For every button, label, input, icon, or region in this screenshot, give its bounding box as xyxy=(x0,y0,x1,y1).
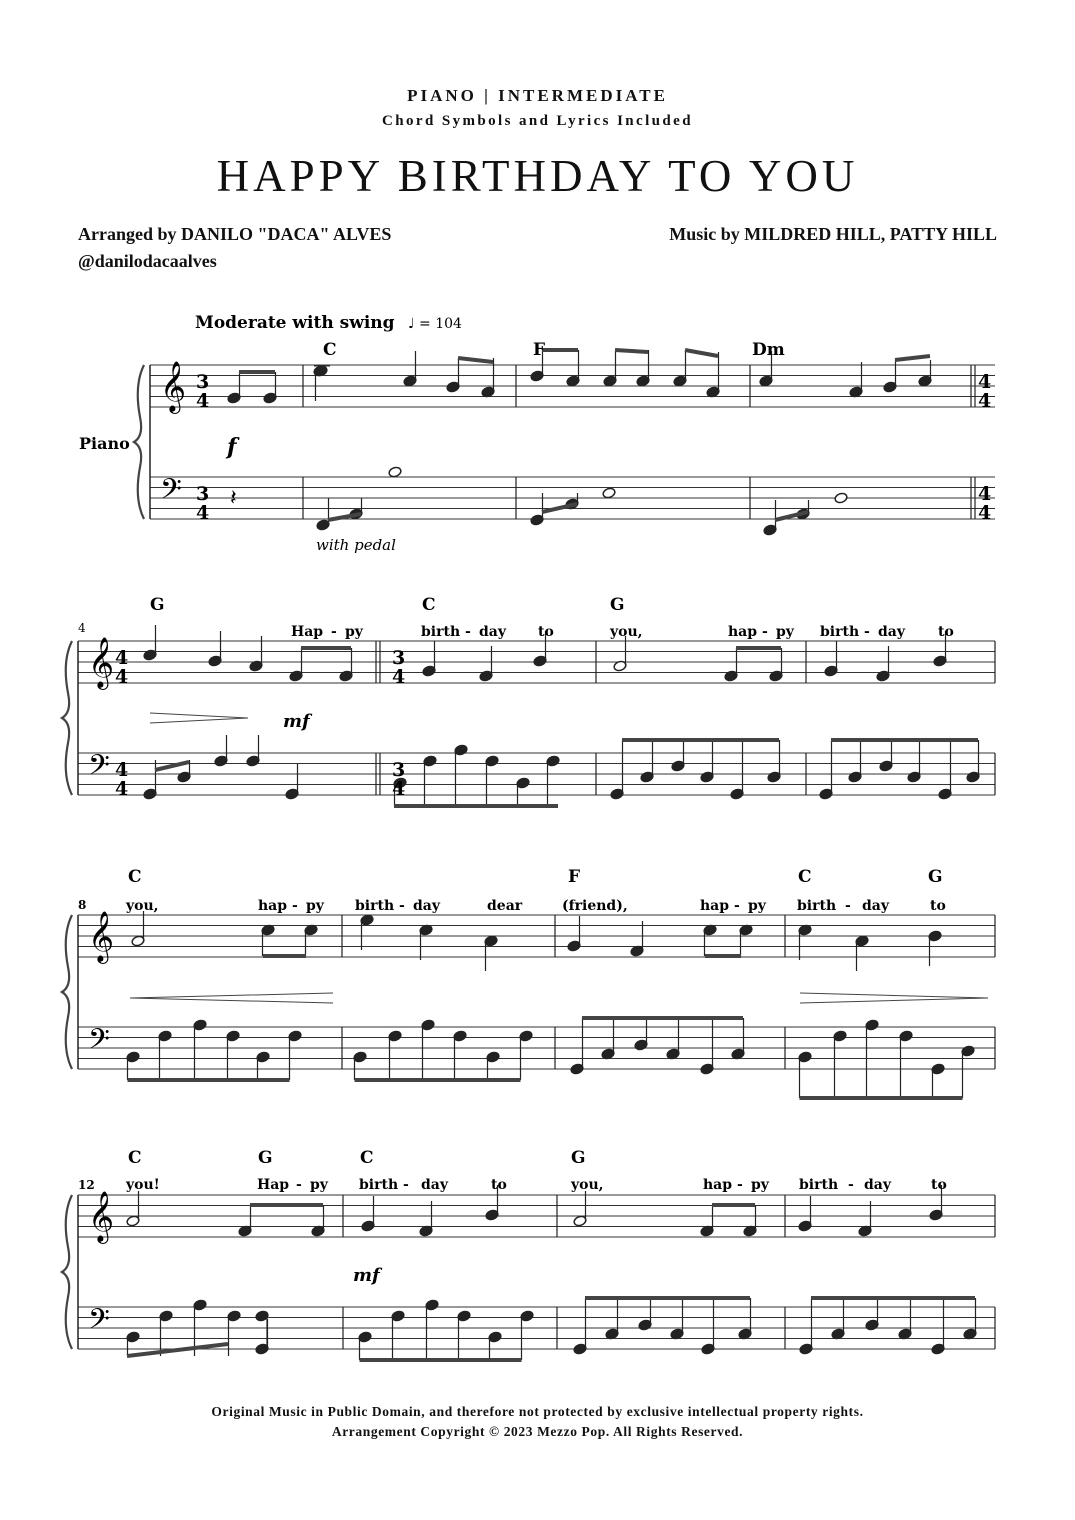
lyric-syllable: birth xyxy=(359,1177,399,1193)
timesig-s2-treble-bottom: 4 xyxy=(115,666,129,688)
treble-clef-icon: 𝄞 xyxy=(88,1191,115,1242)
timesig-bass-top: 3 xyxy=(196,483,210,505)
lyric-syllable: birth xyxy=(797,898,837,914)
brace xyxy=(62,915,72,1069)
chord-symbol: C xyxy=(422,595,436,615)
lyric-syllable: Hap xyxy=(257,1177,290,1193)
lyric-syllable: py xyxy=(345,624,363,640)
lyric-syllable: birth xyxy=(355,898,395,914)
beam xyxy=(127,1344,228,1356)
bass-clef-icon: 𝄢 xyxy=(88,1023,110,1063)
bass-clef-icon: 𝄢 xyxy=(88,1303,110,1343)
instrument-label: Piano xyxy=(79,434,130,453)
note-head xyxy=(834,492,848,504)
dynamic-mezzoforte: mf xyxy=(283,711,310,732)
lyric-syllable: to xyxy=(538,624,554,640)
timesig-treble-bottom: 4 xyxy=(196,390,210,412)
chord-symbol: G xyxy=(150,595,165,615)
lyric-syllable: you, xyxy=(571,1177,604,1193)
lyric-syllable: day xyxy=(421,1177,448,1193)
lyric-syllable: you, xyxy=(126,898,159,914)
timesig-s2-treble-top: 4 xyxy=(115,647,129,669)
beam xyxy=(615,350,648,352)
note-head xyxy=(388,466,402,478)
lyric-syllable: py xyxy=(310,1177,328,1193)
bass-clef-icon: 𝄢 xyxy=(88,749,110,789)
lyric-syllable: to xyxy=(931,1177,947,1193)
decrescendo-hairpin xyxy=(800,993,988,1003)
lyric-syllable: - xyxy=(864,624,870,640)
lyric-syllable: day xyxy=(862,898,889,914)
lyric-syllable: - xyxy=(845,898,851,914)
timesig-s2-bass-bottom: 4 xyxy=(115,778,129,800)
lyric-syllable: hap xyxy=(728,624,758,640)
lyric-syllable: py xyxy=(306,898,324,914)
treble-clef-icon: 𝄞 xyxy=(160,361,187,412)
lyric-syllable: - xyxy=(465,624,471,640)
tempo-text: Moderate with swing xyxy=(195,313,395,333)
lyric-syllable: hap xyxy=(700,898,730,914)
chord-symbol: G xyxy=(610,595,625,615)
lyric-syllable: Hap xyxy=(291,624,324,640)
beam xyxy=(458,358,493,362)
includes-subheading: Chord Symbols and Lyrics Included xyxy=(382,113,693,129)
lyric-syllable: you, xyxy=(610,624,643,640)
lyric-syllable: - xyxy=(737,1177,743,1193)
composer-credit: Music by MILDRED HILL, PATTY HILL xyxy=(669,224,997,244)
beam xyxy=(685,350,718,356)
timesig-s2-bass-top: 4 xyxy=(115,759,129,781)
measure-number: 4 xyxy=(78,621,86,635)
timesig-s2-midbass-bottom: 4 xyxy=(392,778,406,800)
lyric-syllable: dear xyxy=(487,898,523,914)
lyric-syllable: (friend), xyxy=(562,898,628,914)
lyric-syllable: to xyxy=(491,1177,507,1193)
lyric-syllable: birth xyxy=(820,624,860,640)
lyric-syllable: day xyxy=(413,898,440,914)
timesig-courtesy-bass-top: 4 xyxy=(978,483,992,505)
lyric-syllable: birth xyxy=(799,1177,839,1193)
lyric-syllable: - xyxy=(848,1177,854,1193)
chord-symbol: G xyxy=(571,1148,586,1168)
song-title: HAPPY BIRTHDAY TO YOU xyxy=(216,151,859,201)
lyric-syllable: day xyxy=(864,1177,891,1193)
arranger-credit: Arranged by DANILO "DACA" ALVES xyxy=(78,224,392,244)
lyric-syllable: - xyxy=(734,898,740,914)
chord-symbol: G xyxy=(258,1148,273,1168)
chord-symbol: F xyxy=(533,340,546,360)
lyric-syllable: - xyxy=(292,898,298,914)
lyric-syllable: to xyxy=(938,624,954,640)
timesig-s2-mid-bottom: 4 xyxy=(392,666,406,688)
brace xyxy=(62,641,72,795)
lyric-syllable: to xyxy=(930,898,946,914)
chord-symbol: C xyxy=(798,867,812,887)
timesig-courtesy-bass-bottom: 4 xyxy=(978,502,992,524)
measure-number: 12 xyxy=(78,1178,95,1192)
lyric-syllable: - xyxy=(331,624,337,640)
chord-symbol: C xyxy=(128,1148,142,1168)
note-head xyxy=(602,487,616,499)
timesig-treble-top: 3 xyxy=(196,371,210,393)
chords-and-lyrics xyxy=(78,340,954,1193)
timesig-bass-bottom: 4 xyxy=(196,502,210,524)
arranger-handle: @danilodacaalves xyxy=(78,251,217,271)
lyric-syllable: day xyxy=(878,624,905,640)
treble-clef-icon: 𝄞 xyxy=(88,637,115,688)
chord-symbol: G xyxy=(928,867,943,887)
lyric-syllable: day xyxy=(479,624,506,640)
chord-symbol: C xyxy=(323,340,337,360)
lyric-syllable: hap xyxy=(258,898,288,914)
timesig-s2-midbass-top: 3 xyxy=(392,759,406,781)
timesig-s2-mid-top: 3 xyxy=(392,647,406,669)
brace xyxy=(62,1195,72,1349)
tempo-mark: ♩ = 104 xyxy=(408,316,462,332)
lyric-syllable: - xyxy=(296,1177,302,1193)
public-domain-notice: Original Music in Public Domain, and therefore not protected by exclusive intellectual property rights. xyxy=(211,1404,864,1419)
crescendo-hairpin xyxy=(130,993,333,1003)
lyric-syllable: hap xyxy=(703,1177,733,1193)
bass-clef-icon: 𝄢 xyxy=(160,473,182,513)
dynamic-forte: f xyxy=(227,434,237,460)
chord-symbol: C xyxy=(360,1148,374,1168)
measure-number: 8 xyxy=(78,898,87,912)
decrescendo-hairpin xyxy=(150,713,248,723)
lyric-syllable: - xyxy=(399,898,405,914)
chord-symbol: C xyxy=(128,867,142,887)
lyric-syllable: py xyxy=(751,1177,769,1193)
lyric-syllable: py xyxy=(776,624,794,640)
lyric-syllable: birth xyxy=(421,624,461,640)
timesig-courtesy-top: 4 xyxy=(978,371,992,393)
lyric-syllable: - xyxy=(403,1177,409,1193)
timesig-courtesy-bottom: 4 xyxy=(978,390,992,412)
brace xyxy=(134,365,144,519)
quarter-rest-icon: 𝄽 xyxy=(230,486,237,511)
chord-symbol: F xyxy=(568,867,581,887)
lyric-syllable: - xyxy=(762,624,768,640)
chord-symbol: Dm xyxy=(752,340,785,360)
difficulty-heading: PIANO | INTERMEDIATE xyxy=(407,86,668,105)
pedal-marking: with pedal xyxy=(316,536,396,554)
dynamic-mezzoforte-2: mf xyxy=(353,1265,380,1286)
treble-clef-icon: 𝄞 xyxy=(88,911,115,962)
beam xyxy=(895,356,930,360)
lyric-syllable: py xyxy=(748,898,766,914)
lyric-syllable: you! xyxy=(126,1177,160,1193)
copyright-notice: Arrangement Copyright © 2023 Mezzo Pop. All Rights Reserved. xyxy=(331,1424,744,1439)
